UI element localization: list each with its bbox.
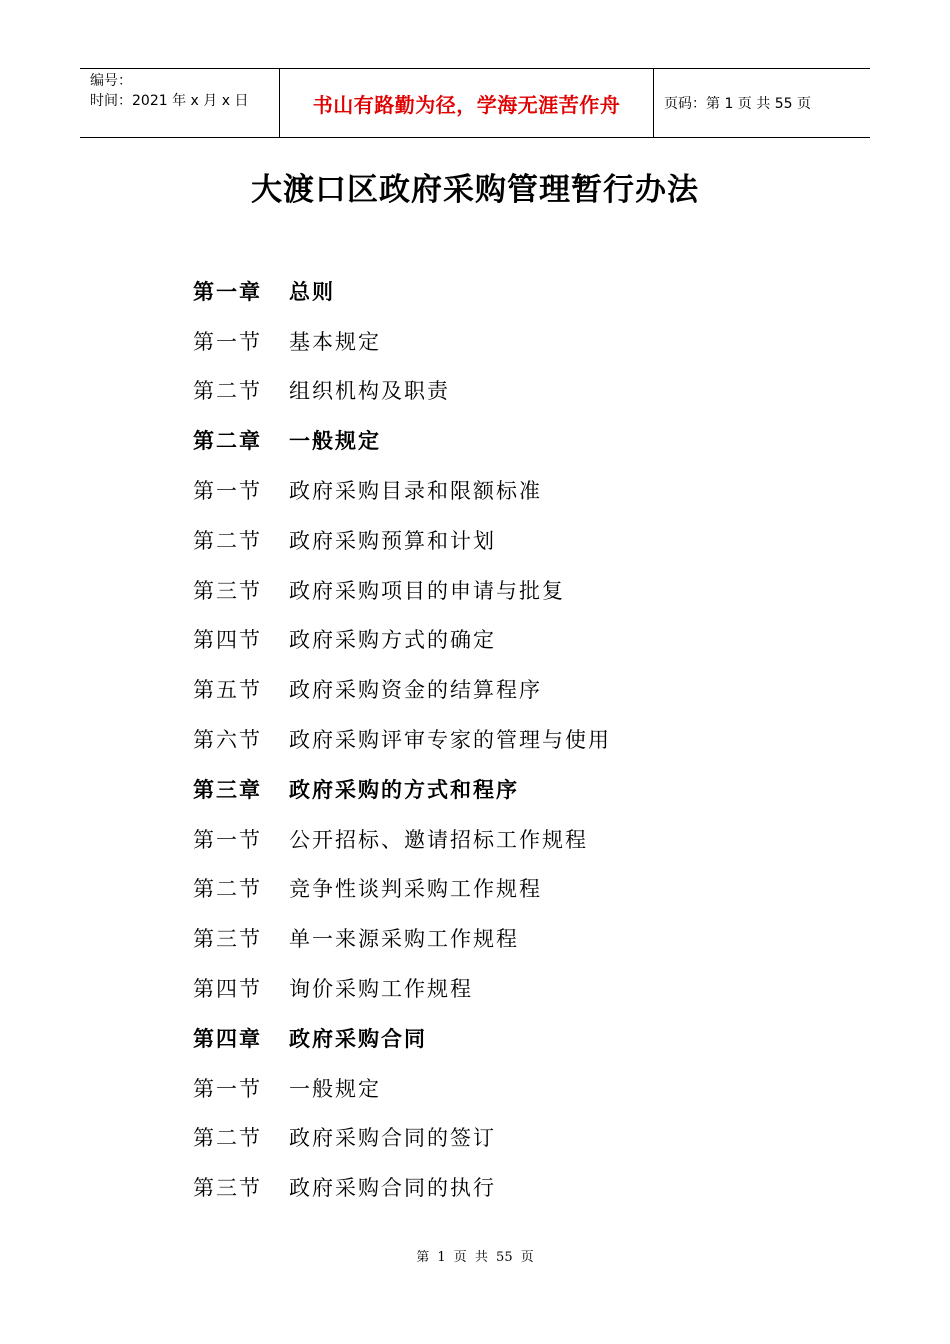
toc-item-number: 第二节 xyxy=(193,379,262,404)
toc-item-text: 竞争性谈判采购工作规程 xyxy=(289,877,542,902)
toc-item-text: 组织机构及职责 xyxy=(289,379,450,404)
toc-item-number: 第四章 xyxy=(193,1026,262,1051)
toc-chapter-item xyxy=(193,266,611,316)
toc-section-item xyxy=(193,366,611,416)
toc-chapter-item xyxy=(193,764,611,814)
toc-section-item xyxy=(193,1162,611,1212)
toc-item-text: 政府采购预算和计划 xyxy=(289,528,496,553)
toc-item-number: 第一节 xyxy=(193,479,262,504)
toc-item-number: 第二章 xyxy=(193,429,262,454)
toc-section-item xyxy=(193,615,611,665)
page-header xyxy=(80,68,870,138)
toc-item-text: 询价采购工作规程 xyxy=(289,977,473,1002)
toc-item-text: 总则 xyxy=(289,279,335,304)
toc-item-text: 公开招标、邀请招标工作规程 xyxy=(289,827,588,852)
header-page-info: 页码：第 1 页 共 55 页 xyxy=(664,96,811,112)
toc-item-number: 第一章 xyxy=(193,279,262,304)
toc-item-text: 政府采购评审专家的管理与使用 xyxy=(289,728,611,753)
toc-item-number: 第三节 xyxy=(193,927,262,952)
document-title: 大渡口区政府采购管理暂行办法 xyxy=(251,172,699,208)
header-motto: 书山有路勤为径，学海无涯苦作舟 xyxy=(280,69,654,137)
toc-item-number: 第二节 xyxy=(193,877,262,902)
toc-section-item xyxy=(193,1113,611,1163)
toc-item-number: 第三节 xyxy=(193,578,262,603)
toc-section-item xyxy=(193,963,611,1013)
toc-section-item xyxy=(193,316,611,366)
toc-section-item xyxy=(193,1063,611,1113)
toc-item-number: 第四节 xyxy=(193,977,262,1002)
toc-item-text: 政府采购资金的结算程序 xyxy=(289,678,542,703)
toc-item-number: 第一节 xyxy=(193,1076,262,1101)
toc-item-text: 政府采购合同 xyxy=(289,1026,427,1051)
toc-section-item xyxy=(193,565,611,615)
toc-item-number: 第六节 xyxy=(193,728,262,753)
toc-item-text: 政府采购合同的签订 xyxy=(289,1126,496,1151)
toc-item-text: 政府采购目录和限额标准 xyxy=(289,479,542,504)
toc-section-item xyxy=(193,465,611,515)
toc-item-text: 政府采购项目的申请与批复 xyxy=(289,578,565,603)
toc-item-number: 第四节 xyxy=(193,628,262,653)
toc-chapter-item xyxy=(193,415,611,465)
toc-item-number: 第三章 xyxy=(193,777,262,802)
toc-item-number: 第二节 xyxy=(193,528,262,553)
toc-item-text: 基本规定 xyxy=(289,329,381,354)
toc-section-item xyxy=(193,515,611,565)
toc-section-item xyxy=(193,814,611,864)
table-of-contents xyxy=(193,266,611,1212)
toc-item-number: 第五节 xyxy=(193,678,262,703)
code-label: 编号： xyxy=(90,73,132,89)
toc-item-text: 一般规定 xyxy=(289,1076,381,1101)
toc-item-text: 政府采购的方式和程序 xyxy=(289,777,519,802)
toc-item-number: 第一节 xyxy=(193,329,262,354)
toc-section-item xyxy=(193,864,611,914)
toc-section-item xyxy=(193,913,611,963)
toc-chapter-item xyxy=(193,1013,611,1063)
time-label: 时间：2021 年 x 月 x 日 xyxy=(90,93,249,109)
toc-item-text: 单一来源采购工作规程 xyxy=(289,927,519,952)
toc-item-text: 一般规定 xyxy=(289,429,381,454)
page-footer: 第 1 页 共 55 页 xyxy=(416,1250,534,1265)
toc-item-text: 政府采购合同的执行 xyxy=(289,1176,496,1201)
toc-item-number: 第三节 xyxy=(193,1176,262,1201)
toc-section-item xyxy=(193,714,611,764)
toc-section-item xyxy=(193,664,611,714)
header-meta xyxy=(80,69,280,137)
toc-item-number: 第一节 xyxy=(193,827,262,852)
toc-item-number: 第二节 xyxy=(193,1126,262,1151)
toc-item-text: 政府采购方式的确定 xyxy=(289,628,496,653)
